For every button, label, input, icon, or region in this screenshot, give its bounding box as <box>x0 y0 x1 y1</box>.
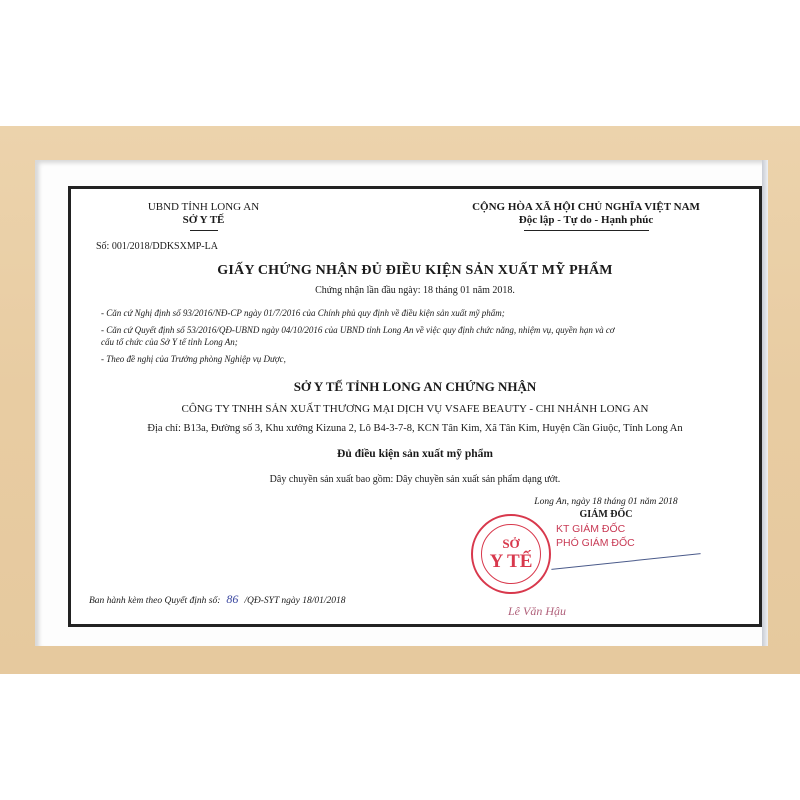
footer-decision <box>89 592 346 607</box>
legal-basis-2: - Căn cứ Quyết định số 53/2016/QĐ-UBND ngày 04/10/2016 của UBND tỉnh Long An về việc quy định chức năng, nhiệm vụ, quyền hạn và cơ <box>101 325 615 335</box>
national-motto: Độc lập - Tự do - Hạnh phúc <box>518 214 654 226</box>
mat-shadow <box>762 160 768 646</box>
sign-place-date: Long An, ngày 18 tháng 01 năm 2018 <box>534 497 678 507</box>
certificate-document <box>68 186 762 627</box>
kt-line-2: PHÓ GIÁM ĐỐC <box>556 537 635 549</box>
legal-basis-2-cont: cấu tổ chức của Sở Y tế tỉnh Long An; <box>101 337 238 347</box>
official-stamp-icon <box>471 514 551 594</box>
first-issue-date: Chứng nhận lần đầu ngày: 18 tháng 01 năm 2018. <box>315 285 515 296</box>
divider <box>524 230 649 231</box>
legal-basis-3: - Theo đề nghị của Trưởng phòng Nghiệp vụ Dược, <box>101 354 286 364</box>
handwritten-number: 86 <box>226 592 239 606</box>
issuing-authority <box>71 201 336 231</box>
production-line: Dây chuyền sản xuất bao gồm: Dây chuyền sản xuất sản phẩm dạng ướt. <box>269 474 561 485</box>
certifier-heading: SỞ Y TẾ TỈNH LONG AN CHỨNG NHẬN <box>293 379 537 394</box>
authority-name: UBND TỈNH LONG AN <box>147 201 260 213</box>
signer-name: Lê Văn Hậu <box>508 604 566 618</box>
nation-name: CỘNG HÒA XÃ HỘI CHỦ NGHĨA VIỆT NAM <box>472 201 700 213</box>
certificate-title: GIẤY CHỨNG NHẬN ĐỦ ĐIỀU KIỆN SẢN XUẤT MỸ PHẨM <box>217 263 613 278</box>
footer-prefix: Ban hành kèm theo Quyết định số: <box>89 596 221 606</box>
kt-line-1: KT GIÁM ĐỐC <box>556 523 626 535</box>
deputy-title <box>556 522 635 550</box>
sign-title: GIÁM ĐỐC <box>579 509 633 520</box>
divider <box>190 230 218 231</box>
eligibility-statement: Đủ điều kiện sản xuất mỹ phẩm <box>337 448 493 460</box>
company-address: Địa chỉ: B13a, Đường số 3, Khu xưởng Kizuna 2, Lô B4-3-7-8, KCN Tân Kim, Xã Tân Kim, Huyện Cần Giuộc, Tỉnh Long An <box>147 423 683 434</box>
legal-basis-1: - Căn cứ Nghị định số 93/2016/NĐ-CP ngày 01/7/2016 của Chính phủ quy định về điều kiện sản xuất mỹ phẩm; <box>101 308 505 318</box>
stamp-text-top: SỞ <box>502 536 520 551</box>
stamp-text-main: Y TẾ <box>489 551 533 572</box>
department-name: SỞ Y TẾ <box>182 214 225 226</box>
document-number: Số: 001/2018/DDKSXMP-LA <box>96 241 218 252</box>
footer-suffix: /QĐ-SYT ngày 18/01/2018 <box>244 596 346 606</box>
signature-stroke <box>551 553 700 570</box>
national-header <box>416 201 756 231</box>
company-name: CÔNG TY TNHH SẢN XUẤT THƯƠNG MẠI DỊCH VỤ VSAFE BEAUTY - CHI NHÁNH LONG AN <box>181 403 649 415</box>
